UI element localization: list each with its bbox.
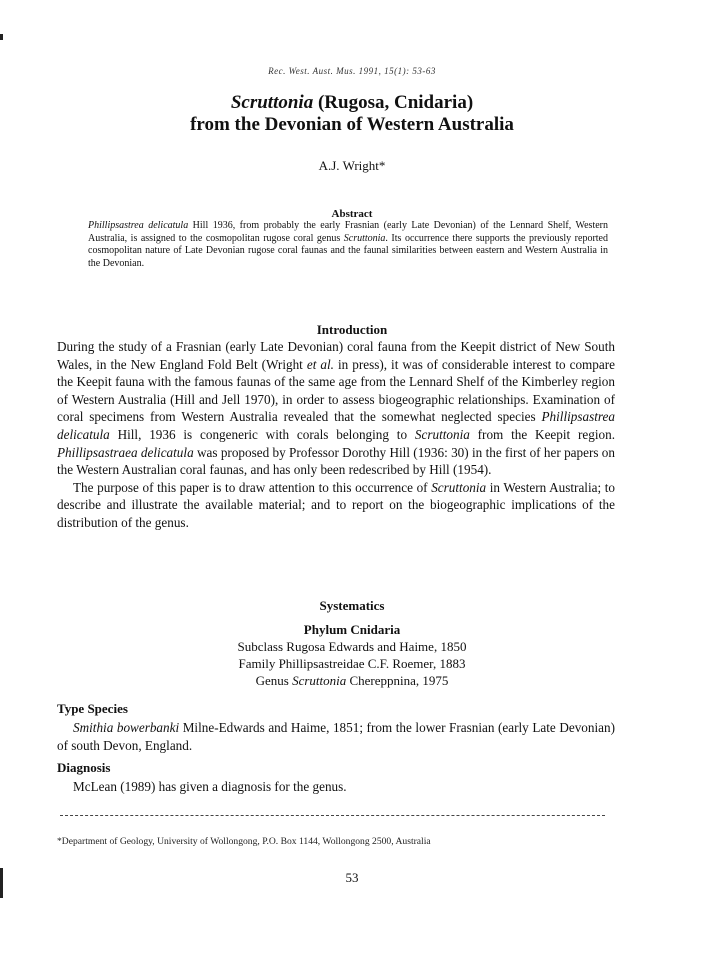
title-line-1-rest: (Rugosa, Cnidaria) — [313, 92, 474, 113]
taxon-genus — [0, 672, 704, 689]
diagnosis-text — [57, 778, 615, 796]
title-line-2: from the Devonian of Western Australia — [190, 114, 514, 135]
type-species-text-part: Milne-Edwards and Haime, 1851; from the lower Frasnian (early Late Devonian) of south Devon, England. — [57, 720, 615, 753]
taxon-genus-prefix: Genus — [255, 673, 293, 688]
type-species-text — [57, 719, 615, 755]
intro-text: in Western Australia; to describe and illustrate the available material; and to report on the biogeographic implications of the distribution of the genus. — [57, 479, 616, 530]
intro-etal: et al. — [306, 356, 334, 372]
introduction-heading: Introduction — [316, 322, 388, 337]
abstract-text — [88, 220, 608, 270]
taxon-subclass: Subclass Rugosa Edwards and Haime, 1850 — [237, 639, 467, 654]
title-genus: Scruttonia — [230, 92, 314, 113]
abstract-species: Phillipsastrea delicatula — [88, 220, 189, 231]
indent — [57, 720, 73, 735]
running-head: Rec. West. Aust. Mus. 1991, 15(1): 53-63 — [268, 66, 436, 76]
author: A.J. Wright* — [318, 158, 386, 173]
taxon-genus-name: Scruttonia — [292, 673, 347, 688]
scan-edge-mark — [0, 34, 3, 40]
intro-species: Phillipsastrea delicatula — [57, 409, 615, 442]
abstract-text-part: Hill 1936, from probably the early Frasnian (early Late Devonian) of the Lennard Shelf, Western Australia, is assigned to the cosmopolitan rugose coral genus — [88, 220, 608, 244]
taxon-family: Family Phillipsastreidae C.F. Roemer, 1883 — [238, 656, 466, 671]
abstract-genus: Scruttonia — [343, 232, 386, 244]
indent — [57, 779, 73, 794]
title-line-1 — [0, 92, 704, 114]
taxon-genus-suffix: Chereppnina, 1975 — [346, 673, 449, 688]
page-number: 53 — [345, 870, 359, 885]
article-title — [0, 92, 704, 136]
type-species-heading: Type Species — [57, 701, 128, 716]
intro-text: Hill, 1936 is congeneric with corals belonging to — [109, 426, 415, 442]
intro-species: Phillipsastraea delicatula — [57, 444, 194, 460]
intro-text: from the Keepit region. — [469, 426, 616, 442]
intro-text: The purpose of this paper is to draw attention to this occurrence of — [73, 479, 432, 495]
footnote: *Department of Geology, University of Wollongong, P.O. Box 1144, Wollongong 2500, Australia — [57, 836, 431, 847]
introduction-paragraph-2 — [57, 479, 615, 532]
taxonomy-block — [0, 621, 704, 689]
abstract-text-part: . Its occurrence there supports the previously reported cosmopolitan nature of Late Devonian rugose coral faunas and the faunal similarities between eastern and Western Australia in the Devonian. — [88, 232, 608, 269]
introduction-body — [57, 338, 615, 532]
introduction-paragraph-1 — [57, 338, 615, 479]
footnote-rule — [60, 815, 605, 816]
diagnosis-text-part: McLean (1989) has given a diagnosis for the genus. — [73, 779, 347, 794]
intro-genus: Scruttonia — [431, 479, 487, 495]
diagnosis-heading: Diagnosis — [57, 760, 111, 775]
intro-text: was proposed by Professor Dorothy Hill (1936: 30) in the first of her papers on the Western Australian coral faunas, and has only been redescribed by Hill (1954). — [57, 444, 615, 478]
intro-text: During the study of a Frasnian (early Late Devonian) coral fauna from the Keepit district of New South Wales, in the New England Fold Belt (Wright — [57, 339, 615, 372]
abstract-heading: Abstract — [331, 208, 373, 220]
type-species-name: Smithia bowerbanki — [73, 720, 180, 735]
systematics-heading: Systematics — [319, 598, 385, 613]
intro-text: in press), it was of considerable interest to compare the Keepit fauna with the famous faunas of the same age from the Lennard Shelf of the Kimberley region of Western Australia (Hill and Jell 1970), in order to assess biogeographic relationships. Examination of coral specimens from Western Australia revealed that the somewhat neglected species — [57, 356, 616, 425]
intro-genus: Scruttonia — [414, 426, 470, 442]
taxon-phylum: Phylum Cnidaria — [303, 622, 401, 637]
